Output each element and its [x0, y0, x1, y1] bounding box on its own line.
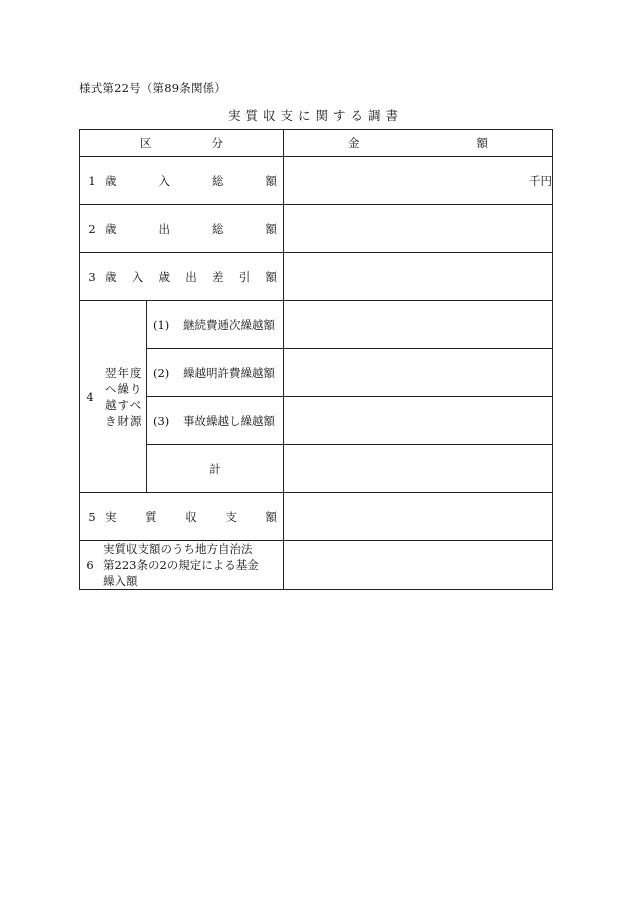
label-char: 収 [185, 509, 197, 524]
table-row [80, 397, 553, 445]
amount-cell[interactable] [284, 301, 553, 349]
table-row [80, 205, 553, 253]
group-label-line: 翌年度 [105, 365, 143, 380]
amount-cell[interactable] [284, 205, 553, 253]
group-label-cell [80, 301, 147, 493]
table-row [80, 445, 553, 493]
settlement-table [79, 129, 553, 590]
row-number: 1 [88, 173, 96, 188]
label-char: 額 [265, 221, 277, 236]
label-char: 入 [131, 269, 144, 284]
row-label [80, 205, 284, 253]
form-number: 様式第22号（第89条関係） [79, 81, 227, 95]
sub-item-text: 継続費逓次繰越額 [183, 317, 275, 332]
sub-item-label [147, 301, 284, 349]
table-row [80, 253, 553, 301]
row-number: 3 [88, 269, 96, 284]
label-char: 差 [212, 269, 224, 284]
label-char: 出 [158, 221, 170, 236]
amount-cell[interactable] [284, 541, 553, 590]
header-category-char: 分 [211, 136, 223, 150]
header-category-char: 区 [140, 136, 152, 150]
row-label [80, 541, 284, 590]
amount-cell[interactable] [284, 493, 553, 541]
header-category [80, 130, 284, 157]
group-label-line: へ繰り [105, 381, 143, 396]
table-row [80, 541, 553, 590]
sub-item-label [147, 349, 284, 397]
label-char: 実 [105, 509, 117, 524]
sub-item-label [147, 397, 284, 445]
sub-item-number: (2) [153, 365, 170, 380]
label-char: 額 [265, 509, 277, 524]
label-char: 歳 [158, 269, 170, 284]
label-char: 歳 [105, 269, 117, 284]
amount-cell[interactable] [284, 445, 553, 493]
row-number: 6 [86, 558, 94, 572]
row-number: 5 [88, 509, 96, 524]
row6-label [103, 541, 263, 589]
header-amount [284, 130, 553, 157]
header-amount-char: 額 [476, 136, 488, 150]
row-label [80, 253, 284, 301]
label-char: 総 [212, 173, 224, 188]
amount-cell[interactable] [284, 157, 553, 205]
sub-item-text: 事故繰越し繰越額 [183, 413, 275, 428]
label-char: 出 [185, 269, 197, 284]
row6-label-line: 実質収支額のうち地方自治法 [103, 542, 253, 556]
total-label: 計 [147, 445, 284, 493]
amount-cell[interactable] [284, 253, 553, 301]
row-number: 2 [88, 221, 96, 236]
table-row [80, 157, 553, 205]
label-char: 総 [212, 221, 224, 236]
sub-item-text: 繰越明許費繰越額 [183, 365, 275, 380]
label-char: 額 [265, 269, 277, 284]
label-char: 質 [145, 509, 157, 524]
table-row [80, 349, 553, 397]
group-label [105, 365, 143, 429]
label-char: 歳 [105, 173, 117, 188]
table-row [80, 493, 553, 541]
header-row [80, 130, 553, 157]
sub-item-number: (1) [153, 317, 170, 332]
row6-label-line: 第223条の2の規定による基金 [103, 558, 259, 572]
label-char: 引 [238, 269, 251, 284]
row-number: 4 [86, 389, 94, 404]
document-title: 実質収支に関する調書 [227, 108, 403, 123]
label-char: 額 [265, 173, 277, 188]
amount-cell[interactable] [284, 349, 553, 397]
row6-label-line: 繰入額 [103, 574, 138, 588]
group-label-line: 越すべ [105, 397, 143, 412]
unit-label: 千円 [529, 173, 552, 188]
label-char: 歳 [105, 221, 117, 236]
header-amount-char: 金 [348, 136, 360, 150]
row-label [80, 493, 284, 541]
group-label-line: き財源 [105, 413, 143, 428]
row-label [80, 157, 284, 205]
amount-cell[interactable] [284, 397, 553, 445]
label-char: 入 [158, 173, 170, 188]
label-char: 支 [225, 509, 237, 524]
sub-item-number: (3) [153, 413, 170, 428]
table-row [80, 301, 553, 349]
